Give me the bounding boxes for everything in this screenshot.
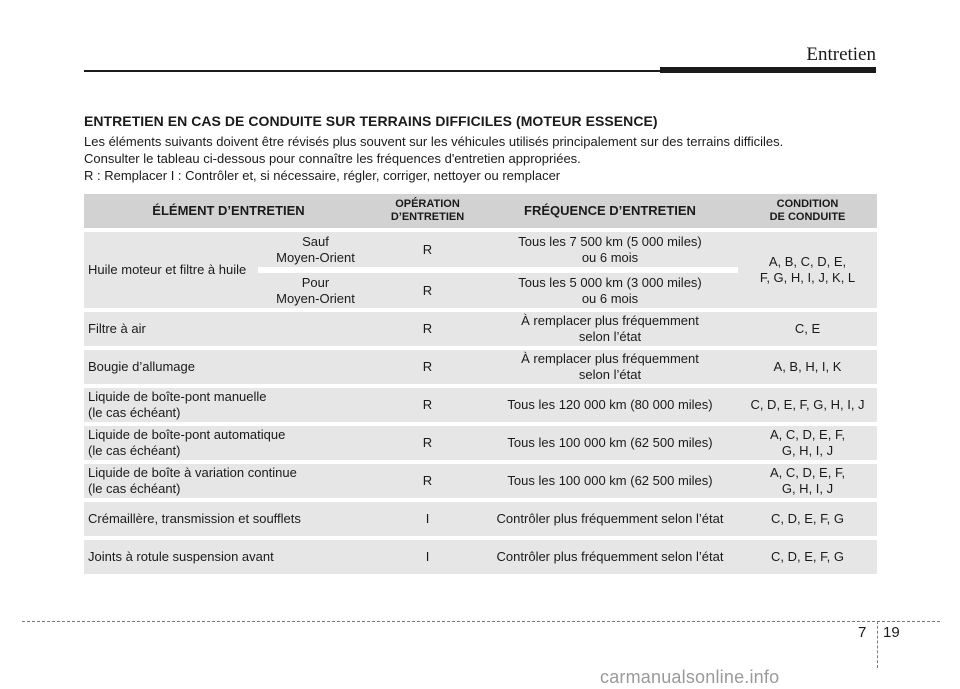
row-frequency-line-1: Tous les 100 000 km (62 500 miles) (507, 473, 713, 488)
row-frequency (482, 426, 738, 460)
table-row (84, 350, 877, 384)
row-condition-line-1: C, D, E, F, G (771, 549, 844, 564)
row-item-line-1: Crémaillère, transmission et soufflets (88, 511, 301, 526)
oil-sub-1-frequency (482, 232, 738, 269)
row-condition (738, 426, 877, 460)
row-operation-line-1: R (422, 435, 433, 450)
row-condition-line-1: C, D, E, F, G (771, 511, 844, 526)
footer-page-divider (877, 621, 878, 668)
oil-sub-2-line-2: Moyen-Orient (276, 290, 355, 306)
table-row (84, 388, 877, 422)
intro-line-3: R : Remplacer I : Contrôler et, si nécessaire, régler, corriger, nettoyer ou remplacer (84, 168, 561, 183)
row-frequency (482, 388, 738, 422)
row-condition (738, 464, 877, 498)
chapter-number: 7 (858, 624, 867, 641)
oil-sub-1-line-1: Sauf (302, 233, 329, 249)
row-frequency-line-1: À remplacer plus fréquemment (521, 313, 699, 328)
row-operation-line-1: R (422, 397, 433, 412)
row-item (84, 540, 373, 574)
oil-sub-1-operation: R (373, 232, 482, 269)
row-condition-line-1: A, B, H, I, K (773, 359, 842, 374)
header-frequency: FRÉQUENCE D’ENTRETIEN (482, 194, 738, 228)
row-item (84, 464, 373, 498)
row-condition (738, 388, 877, 422)
row-item-line-2: (le cas échéant) (88, 405, 181, 420)
row-operation-line-1: R (422, 359, 433, 374)
oil-condition-line-2: F, G, H, I, J, K, L (759, 270, 856, 285)
oil-sub-1-region (258, 232, 373, 269)
row-frequency-line-1: Contrôler plus fréquemment selon l’état (496, 511, 724, 526)
row-frequency-line-1: Contrôler plus fréquemment selon l’état (496, 549, 724, 564)
row-operation-line-1: I (425, 549, 430, 564)
row-condition-line-2: G, H, I, J (781, 443, 834, 458)
row-condition-line-1: C, D, E, F, G, H, I, J (750, 397, 865, 412)
row-item-line-2: (le cas échéant) (88, 443, 181, 458)
row-frequency-line-2: selon l’état (578, 329, 642, 344)
row-frequency-line-2: selon l’état (578, 367, 642, 382)
table-header-row (84, 194, 877, 228)
header-rule-thick (660, 67, 876, 73)
row-operation-line-1: R (422, 473, 433, 488)
table-row (84, 426, 877, 460)
row-condition-line-1: A, C, D, E, F, (769, 427, 846, 442)
row-operation (373, 502, 482, 536)
table-row (84, 232, 877, 269)
row-frequency (482, 350, 738, 384)
row-item (84, 350, 373, 384)
row-condition (738, 540, 877, 574)
row-operation (373, 540, 482, 574)
row-operation (373, 312, 482, 346)
row-item-line-1: Liquide de boîte à variation continue (88, 465, 297, 480)
row-operation (373, 464, 482, 498)
row-operation (373, 350, 482, 384)
table-row (84, 312, 877, 346)
watermark: carmanualsonline.info (600, 667, 780, 687)
row-operation-line-1: I (425, 511, 430, 526)
header-element: ÉLÉMENT D’ENTRETIEN (84, 194, 373, 228)
header-condition-line-2: DE CONDUITE (769, 211, 846, 223)
table-row (84, 464, 877, 498)
row-frequency-line-1: À remplacer plus fréquemment (521, 351, 699, 366)
row-operation (373, 388, 482, 422)
oil-condition-line-1: A, B, C, D, E, (768, 254, 847, 269)
oil-sub-2-operation: R (373, 273, 482, 308)
row-operation (373, 426, 482, 460)
oil-sub-2-frequency (482, 273, 738, 308)
row-frequency-line-1: Tous les 100 000 km (62 500 miles) (507, 435, 713, 450)
oil-sub-2-region (258, 273, 373, 308)
header-operation (373, 194, 482, 228)
intro-line-2: Consulter le tableau ci-dessous pour connaître les fréquences d'entretien appropriées. (84, 151, 581, 166)
oil-sub-2-frequency-line-2: ou 6 mois (581, 290, 639, 306)
footer-divider (22, 621, 940, 622)
header-condition (738, 194, 877, 228)
row-condition-line-1: A, C, D, E, F, (769, 465, 846, 480)
row-frequency (482, 540, 738, 574)
row-item-line-1: Liquide de boîte-pont manuelle (88, 389, 267, 404)
table-row (84, 540, 877, 574)
row-item-line-1: Bougie d’allumage (88, 359, 195, 374)
section-title: ENTRETIEN EN CAS DE CONDUITE SUR TERRAINS DIFFICILES (MOTEUR ESSENCE) (84, 113, 658, 129)
intro-line-1: Les éléments suivants doivent être révisés plus souvent sur les véhicules utilisés principalement sur des terrains difficiles. (84, 134, 784, 149)
row-operation-line-1: R (422, 321, 433, 336)
row-frequency (482, 464, 738, 498)
row-frequency-line-1: Tous les 120 000 km (80 000 miles) (507, 397, 713, 412)
row-condition (738, 502, 877, 536)
row-item-line-2: (le cas échéant) (88, 481, 181, 496)
row-item (84, 312, 373, 346)
oil-item: Huile moteur et filtre à huile (84, 232, 258, 308)
header-operation-line-2: D’ENTRETIEN (390, 211, 465, 223)
oil-condition (738, 232, 877, 308)
oil-sub-2-frequency-line-1: Tous les 5 000 km (3 000 miles) (518, 274, 702, 290)
header-operation-line-1: OPÉRATION (395, 198, 460, 210)
row-item-line-1: Filtre à air (88, 321, 146, 336)
row-frequency (482, 312, 738, 346)
row-item (84, 502, 373, 536)
row-item (84, 388, 373, 422)
row-item (84, 426, 373, 460)
oil-sub-1-frequency-line-1: Tous les 7 500 km (5 000 miles) (518, 233, 702, 249)
row-condition-line-2: G, H, I, J (781, 481, 834, 496)
header-condition-line-1: CONDITION (776, 198, 839, 210)
row-condition (738, 312, 877, 346)
row-item-line-1: Joints à rotule suspension avant (88, 549, 274, 564)
page-number: 19 (883, 624, 900, 641)
row-frequency (482, 502, 738, 536)
header-rule-thin (84, 70, 662, 72)
page-header-title: Entretien (806, 44, 876, 65)
oil-sub-1-frequency-line-2: ou 6 mois (581, 249, 639, 265)
row-condition-line-1: C, E (794, 321, 821, 336)
maintenance-table (84, 190, 877, 578)
row-item-line-1: Liquide de boîte-pont automatique (88, 427, 286, 442)
table-row (84, 502, 877, 536)
oil-sub-2-line-1: Pour (301, 274, 330, 290)
row-condition (738, 350, 877, 384)
oil-sub-1-line-2: Moyen-Orient (276, 249, 355, 265)
